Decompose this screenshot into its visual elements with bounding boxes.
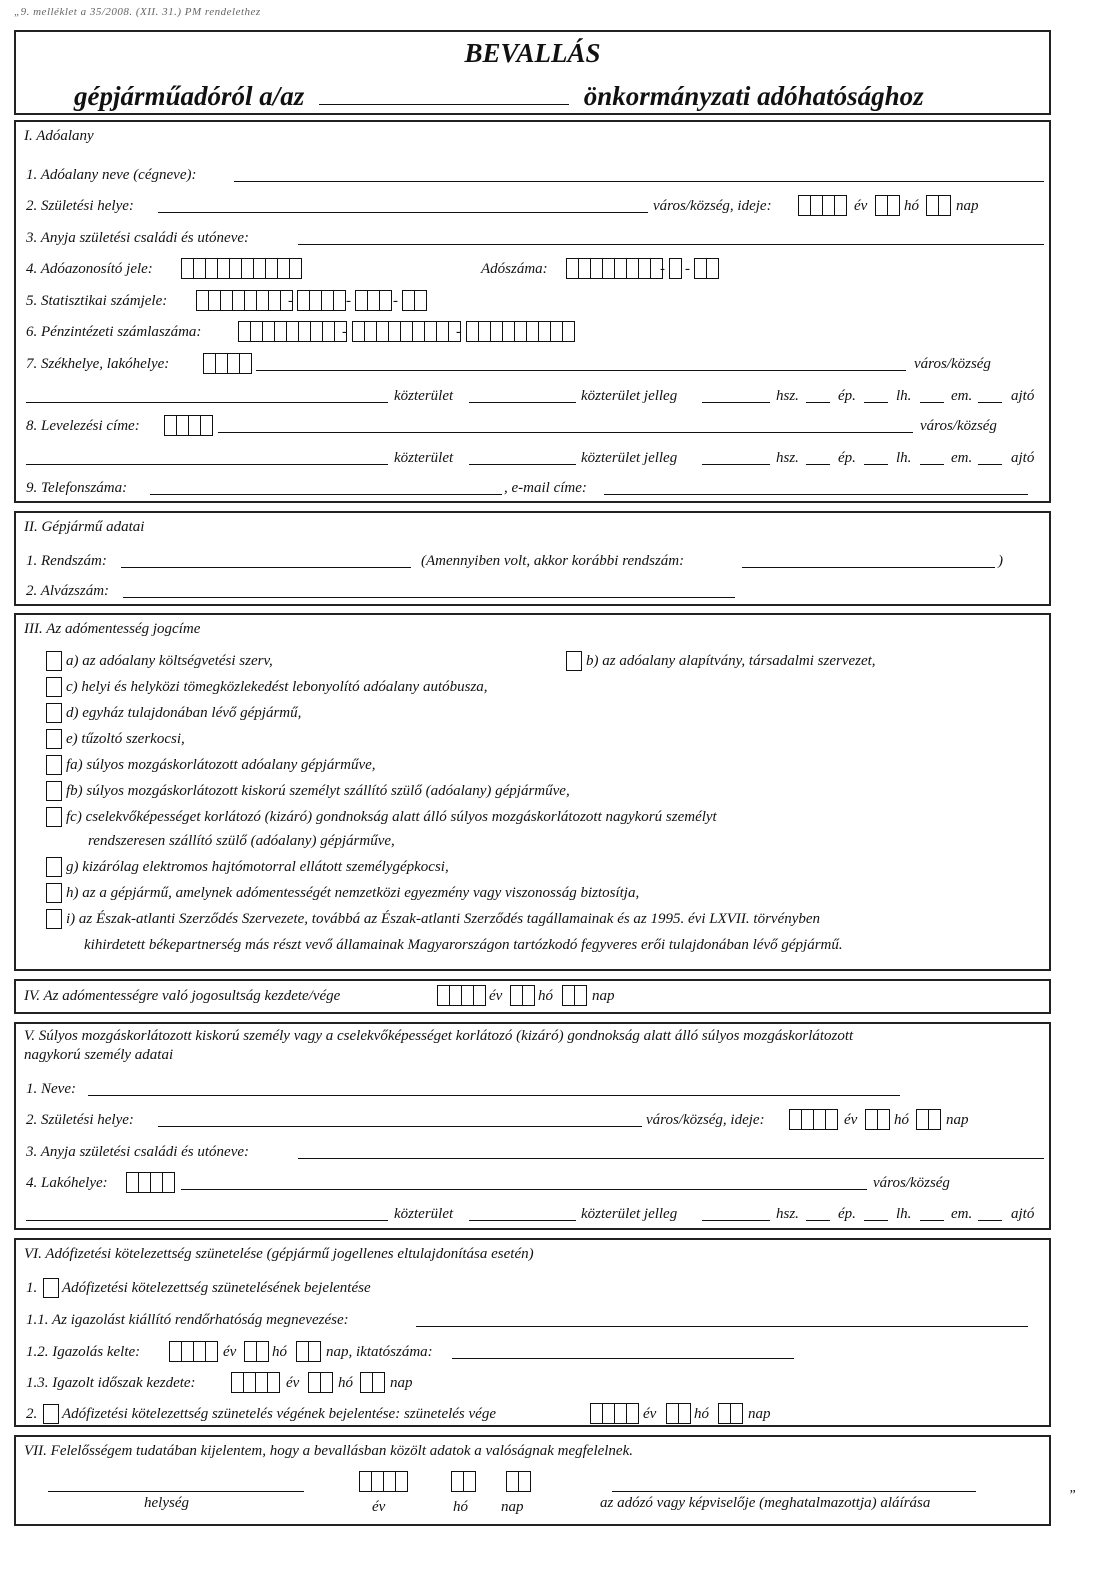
seat-postcode-boxes[interactable] [203, 353, 252, 374]
mail-ajto-label: ajtó [1011, 450, 1035, 466]
vi-iktato-field[interactable] [452, 1340, 794, 1359]
email-label: , e-mail címe: [504, 480, 587, 496]
email-field[interactable] [604, 476, 1028, 495]
tax-no-boxes-3[interactable] [694, 258, 719, 279]
v-ho-label: hó [894, 1112, 909, 1128]
v-lh-label: lh. [896, 1206, 912, 1222]
signature-field[interactable] [612, 1491, 976, 1492]
mail-hsz-field[interactable] [702, 446, 770, 465]
vi-r12-nap: nap, iktatószáma: [326, 1344, 433, 1360]
sign-nap-label: nap [501, 1499, 524, 1515]
v-name-label: 1. Neve: [26, 1081, 76, 1097]
vi-r13-ho: hó [338, 1375, 353, 1391]
exempt-g-checkbox[interactable] [46, 857, 62, 877]
mail-postcode-boxes[interactable] [164, 415, 213, 436]
exempt-i-checkbox[interactable] [46, 909, 62, 929]
vi-r2-num: 2. [26, 1406, 38, 1422]
seat-ep-label: ép. [838, 388, 856, 404]
bank-label: 6. Pénzintézeti számlaszáma: [26, 324, 202, 340]
vi-r2-ho: hó [694, 1406, 709, 1422]
v-ep-label: ép. [838, 1206, 856, 1222]
v-home-postcode-boxes[interactable] [126, 1172, 175, 1193]
phone-field[interactable] [150, 476, 502, 495]
exempt-i-label-1: i) az Észak-atlanti Szerződés Szervezete, továbbá az Észak-atlanti Szerződés tagállamainak és az 1995. évi LXVII. törvényben [66, 911, 821, 927]
stat-boxes-4[interactable] [402, 290, 427, 311]
vi-r2-ev: év [643, 1406, 657, 1422]
seat-jelleg-label: közterület jelleg [581, 388, 678, 404]
exempt-h-checkbox[interactable] [46, 883, 62, 903]
stat-label: 5. Statisztikai számjele: [26, 293, 168, 309]
nap-label: nap [956, 198, 979, 214]
vi-r1-checkbox[interactable] [43, 1278, 59, 1298]
bank-boxes-2[interactable] [352, 321, 461, 342]
section-adomentesseg [14, 613, 1051, 971]
seat-kozterulet-label: közterület [394, 388, 454, 404]
seat-label: 7. Székhelye, lakóhelye: [26, 356, 170, 372]
exempt-i-label-2: kihirdetett békepartnerség más részt vevő államainak Magyarországon tartózkodó fegyveres erői tulajdonában lévő gépjármű. [84, 937, 843, 953]
section-szunetelés [14, 1238, 1051, 1427]
vi-r12-year-boxes[interactable] [169, 1341, 218, 1362]
vi-r13-label: 1.3. Igazolt időszak kezdete: [26, 1375, 196, 1391]
vi-r13-month-boxes[interactable] [308, 1372, 333, 1393]
v-name-field[interactable] [88, 1077, 900, 1096]
v-home-label: 4. Lakóhelye: [26, 1175, 108, 1191]
exempt-a-label: a) az adóalany költségvetési szerv, [66, 653, 273, 669]
v-ep-field[interactable] [806, 1202, 830, 1221]
seat-em-label: em. [951, 388, 973, 404]
mail-ep-field[interactable] [806, 446, 830, 465]
mail-ep-label: ép. [838, 450, 856, 466]
exempt-h-label: h) az a gépjármű, amelynek adómentességét nemzetközi egyezmény vagy viszonosság biztosítja, [66, 885, 640, 901]
section-jogosultsag [14, 979, 1051, 1014]
vi-police-field[interactable] [416, 1308, 1028, 1327]
mail-kozterulet-label: közterület [394, 450, 454, 466]
entitlement-year-boxes[interactable] [437, 985, 486, 1006]
exempt-d-checkbox[interactable] [46, 703, 62, 723]
prev-plate-close: ) [998, 553, 1003, 569]
seat-city-field[interactable] [256, 352, 906, 371]
mail-lh-field[interactable] [864, 446, 888, 465]
vi-r2-year-boxes[interactable] [590, 1403, 639, 1424]
vi-r11-label: 1.1. Az igazolást kiállító rendőrhatóság megnevezése: [26, 1312, 349, 1328]
v-mother-label: 3. Anyja születési családi és utóneve: [26, 1144, 250, 1160]
section-i-heading: I. Adóalany [24, 128, 94, 144]
birth-day-boxes[interactable] [926, 195, 951, 216]
exempt-fb-label: fb) súlyos mozgáskorlátozott kiskorú személyt szállító szülő (adóalany) gépjárműve, [66, 783, 570, 799]
vi-r2-month-boxes[interactable] [666, 1403, 691, 1424]
city-date-label: város/község, ideje: [653, 198, 772, 214]
bank-boxes-1[interactable] [238, 321, 347, 342]
seat-city-label: város/község [914, 356, 991, 372]
mail-ajto-field[interactable] [978, 446, 1002, 465]
v-birth-year-boxes[interactable] [789, 1109, 838, 1130]
birth-year-boxes[interactable] [798, 195, 847, 216]
mail-em-field[interactable] [920, 446, 944, 465]
stat-boxes-2[interactable] [297, 290, 346, 311]
birth-place-label: 2. Születési helye: [26, 198, 134, 214]
vi-r2-label: Adófizetési kötelezettség szünetelés végének bejelentése: szünetelés vége [62, 1406, 496, 1422]
vi-r12-ev: év [223, 1344, 237, 1360]
phone-label: 9. Telefonszáma: [26, 480, 128, 496]
ho-label: hó [904, 198, 919, 214]
municipality-field[interactable] [319, 78, 569, 105]
sign-year-boxes[interactable] [359, 1471, 408, 1492]
mail-em-label: em. [951, 450, 973, 466]
tax-id-label: 4. Adóazonosító jele: [26, 261, 153, 277]
seat-hsz-field[interactable] [702, 384, 770, 403]
v-lh-field[interactable] [864, 1202, 888, 1221]
tax-id-boxes[interactable] [181, 258, 302, 279]
v-kozterulet-label: közterület [394, 1206, 454, 1222]
v-city-date-label: város/község, ideje: [646, 1112, 765, 1128]
vin-label: 2. Alvázszám: [26, 583, 110, 599]
entitlement-label: IV. Az adómentességre való jogosultság kezdete/vége [24, 988, 341, 1004]
name-field[interactable] [234, 163, 1044, 182]
v-ajto-field[interactable] [978, 1202, 1002, 1221]
section-vii-heading: VII. Felelősségem tudatában kijelentem, hogy a bevallásban közölt adatok a valóságnak megfelelnek. [24, 1443, 634, 1459]
mail-city-label: város/község [920, 418, 997, 434]
seat-ajto-label: ajtó [1011, 388, 1035, 404]
exempt-a-checkbox[interactable] [46, 651, 62, 671]
name-label: 1. Adóalany neve (cégneve): [26, 167, 197, 183]
section-mozgaskorlatozott [14, 1022, 1051, 1230]
exempt-e-label: e) tűzoltó szerkocsi, [66, 731, 185, 747]
v-ajto-label: ajtó [1011, 1206, 1035, 1222]
vi-r13-ev: év [286, 1375, 300, 1391]
mother-label: 3. Anyja születési családi és utóneve: [26, 230, 250, 246]
place-label: helység [144, 1495, 189, 1511]
entitlement-day-boxes[interactable] [562, 985, 587, 1006]
plate-label: 1. Rendszám: [26, 553, 107, 569]
prev-plate-field[interactable] [742, 549, 995, 568]
exempt-fa-label: fa) súlyos mozgáskorlátozott adóalany gépjárműve, [66, 757, 376, 773]
mail-lh-label: lh. [896, 450, 912, 466]
exempt-c-label: c) helyi és helyközi tömegközlekedést lebonyolító adóalany autóbusza, [66, 679, 488, 695]
vi-r12-day-boxes[interactable] [296, 1341, 321, 1362]
exempt-fb-checkbox[interactable] [46, 781, 62, 801]
mother-field[interactable] [298, 226, 1044, 245]
vi-r1-label: Adófizetési kötelezettség szünetelésének bejelentése [62, 1280, 371, 1296]
section-vi-heading: VI. Adófizetési kötelezettség szünetelése (gépjármű jogellenes eltulajdonítása esetén) [24, 1246, 534, 1262]
seat-ep-field[interactable] [806, 384, 830, 403]
form-subtitle [74, 78, 924, 112]
exempt-fc-label-2: rendszeresen szállító szülő (adóalany) gépjárműve, [88, 833, 395, 849]
closing-quote: ” [1068, 1488, 1076, 1503]
exempt-fa-checkbox[interactable] [46, 755, 62, 775]
seat-lh-field[interactable] [864, 384, 888, 403]
v-mother-field[interactable] [298, 1140, 1044, 1159]
exempt-b-label: b) az adóalany alapítvány, társadalmi szervezet, [586, 653, 876, 669]
tax-no-label: Adószáma: [481, 261, 548, 277]
mail-city-field[interactable] [218, 414, 913, 433]
mail-hsz-label: hsz. [776, 450, 799, 466]
title-box [14, 30, 1051, 115]
exempt-b-checkbox[interactable] [566, 651, 582, 671]
vi-r12-label: 1.2. Igazolás kelte: [26, 1344, 141, 1360]
mail-label: 8. Levelezési címe: [26, 418, 140, 434]
prev-plate-label: (Amennyiben volt, akkor korábbi rendszám: [421, 553, 685, 569]
v-ev-label: év [844, 1112, 858, 1128]
exempt-fc-checkbox[interactable] [46, 807, 62, 827]
section-v-heading-1: V. Súlyos mozgáskorlátozott kiskorú személy vagy a cselekvőképességet korlátozó (kizáró) gondnokság alatt álló súlyos mozgáskorlátozott [24, 1028, 854, 1044]
stat-boxes-3[interactable] [355, 290, 392, 311]
section-iii-heading: III. Az adómentesség jogcíme [24, 621, 201, 637]
vi-r2-checkbox[interactable] [43, 1404, 59, 1424]
subtitle-left: gépjárműadóról a/az [74, 81, 305, 111]
entitlement-nap: nap [592, 988, 615, 1004]
seat-ajto-field[interactable] [978, 384, 1002, 403]
mail-jelleg-label: közterület jelleg [581, 450, 678, 466]
exempt-d-label: d) egyház tulajdonában lévő gépjármű, [66, 705, 302, 721]
seat-lh-label: lh. [896, 388, 912, 404]
seat-street-field[interactable] [26, 384, 388, 403]
signature-label: az adózó vagy képviselője (meghatalmazottja) aláírása [600, 1495, 931, 1511]
tax-no-boxes-2[interactable] [669, 258, 682, 279]
birth-place-field[interactable] [158, 194, 648, 213]
subtitle-right: önkormányzati adóhatósághoz [583, 81, 924, 111]
section-ii-heading: II. Gépjármű adatai [24, 519, 145, 535]
seat-em-field[interactable] [920, 384, 944, 403]
vi-r1-num: 1. [26, 1280, 38, 1296]
section-nyilatkozat [14, 1435, 1051, 1526]
v-nap-label: nap [946, 1112, 969, 1128]
v-hsz-field[interactable] [702, 1202, 770, 1221]
vi-r13-year-boxes[interactable] [231, 1372, 280, 1393]
ev-label: év [854, 198, 868, 214]
entitlement-month-boxes[interactable] [510, 985, 535, 1006]
entitlement-ho: hó [538, 988, 553, 1004]
mail-street-field[interactable] [26, 446, 388, 465]
bank-boxes-3[interactable] [466, 321, 575, 342]
birth-month-boxes[interactable] [875, 195, 900, 216]
vi-r12-ho: hó [272, 1344, 287, 1360]
sign-day-boxes[interactable] [506, 1471, 531, 1492]
place-field[interactable] [48, 1491, 304, 1492]
vin-field[interactable] [123, 579, 735, 598]
exempt-c-checkbox[interactable] [46, 677, 62, 697]
plate-field[interactable] [121, 549, 411, 568]
entitlement-ev: év [489, 988, 503, 1004]
section-v-heading-2: nagykorú személy adatai [24, 1047, 174, 1063]
v-hsz-label: hsz. [776, 1206, 799, 1222]
seat-jelleg-field[interactable] [469, 384, 576, 403]
v-street-field[interactable] [26, 1202, 388, 1221]
sign-month-boxes[interactable] [451, 1471, 476, 1492]
mail-jelleg-field[interactable] [469, 446, 576, 465]
v-home-city-label: város/község [873, 1175, 950, 1191]
stat-boxes-1[interactable] [196, 290, 293, 311]
form-title: BEVALLÁS [464, 38, 601, 68]
vi-r12-month-boxes[interactable] [244, 1341, 269, 1362]
vi-r13-nap: nap [390, 1375, 413, 1391]
v-home-city-field[interactable] [181, 1171, 867, 1190]
v-jelleg-field[interactable] [469, 1202, 576, 1221]
vi-r13-day-boxes[interactable] [360, 1372, 385, 1393]
tax-no-boxes-1[interactable] [566, 258, 663, 279]
v-em-label: em. [951, 1206, 973, 1222]
exempt-e-checkbox[interactable] [46, 729, 62, 749]
section-adoalany: I. Adóalany 1. Adóalany neve (cégneve): 2. Születési helye: város/község, ideje: év hó nap 3. Anyja születési családi és utóneve: 4. Adóazonosító jele: Adószáma: - - 5. Statisztikai számjele: - - - 6. Pénzintézeti számlaszáma: - - 7. Székhelye, lakóhelye: város/község közterület közterület jelleg hsz. ép. lh. em. ajtó 8. Levelezési címe: város/község közterület közterület jelleg hsz. ép. lh. em. ajtó 9. Telefonszáma: , e-mail címe: [14, 120, 1051, 503]
v-jelleg-label: közterület jelleg [581, 1206, 678, 1222]
sign-ho-label: hó [453, 1499, 468, 1515]
v-birth-month-boxes[interactable] [865, 1109, 890, 1130]
exempt-g-label: g) kizárólag elektromos hajtómotorral ellátott személygépkocsi, [66, 859, 449, 875]
v-birth-place-label: 2. Születési helye: [26, 1112, 134, 1128]
v-em-field[interactable] [920, 1202, 944, 1221]
vi-r2-day-boxes[interactable] [718, 1403, 743, 1424]
v-birth-place-field[interactable] [158, 1108, 642, 1127]
exempt-fc-label-1: fc) cselekvőképességet korlátozó (kizáró) gondnokság alatt álló súlyos mozgáskorlátozott nagykorú személyt [66, 809, 717, 825]
top-note: „9. melléklet a 35/2008. (XII. 31.) PM rendelethez [14, 6, 261, 18]
v-birth-day-boxes[interactable] [916, 1109, 941, 1130]
sign-ev-label: év [372, 1499, 386, 1515]
seat-hsz-label: hsz. [776, 388, 799, 404]
section-gepjarmu [14, 511, 1051, 606]
vi-r2-nap: nap [748, 1406, 771, 1422]
